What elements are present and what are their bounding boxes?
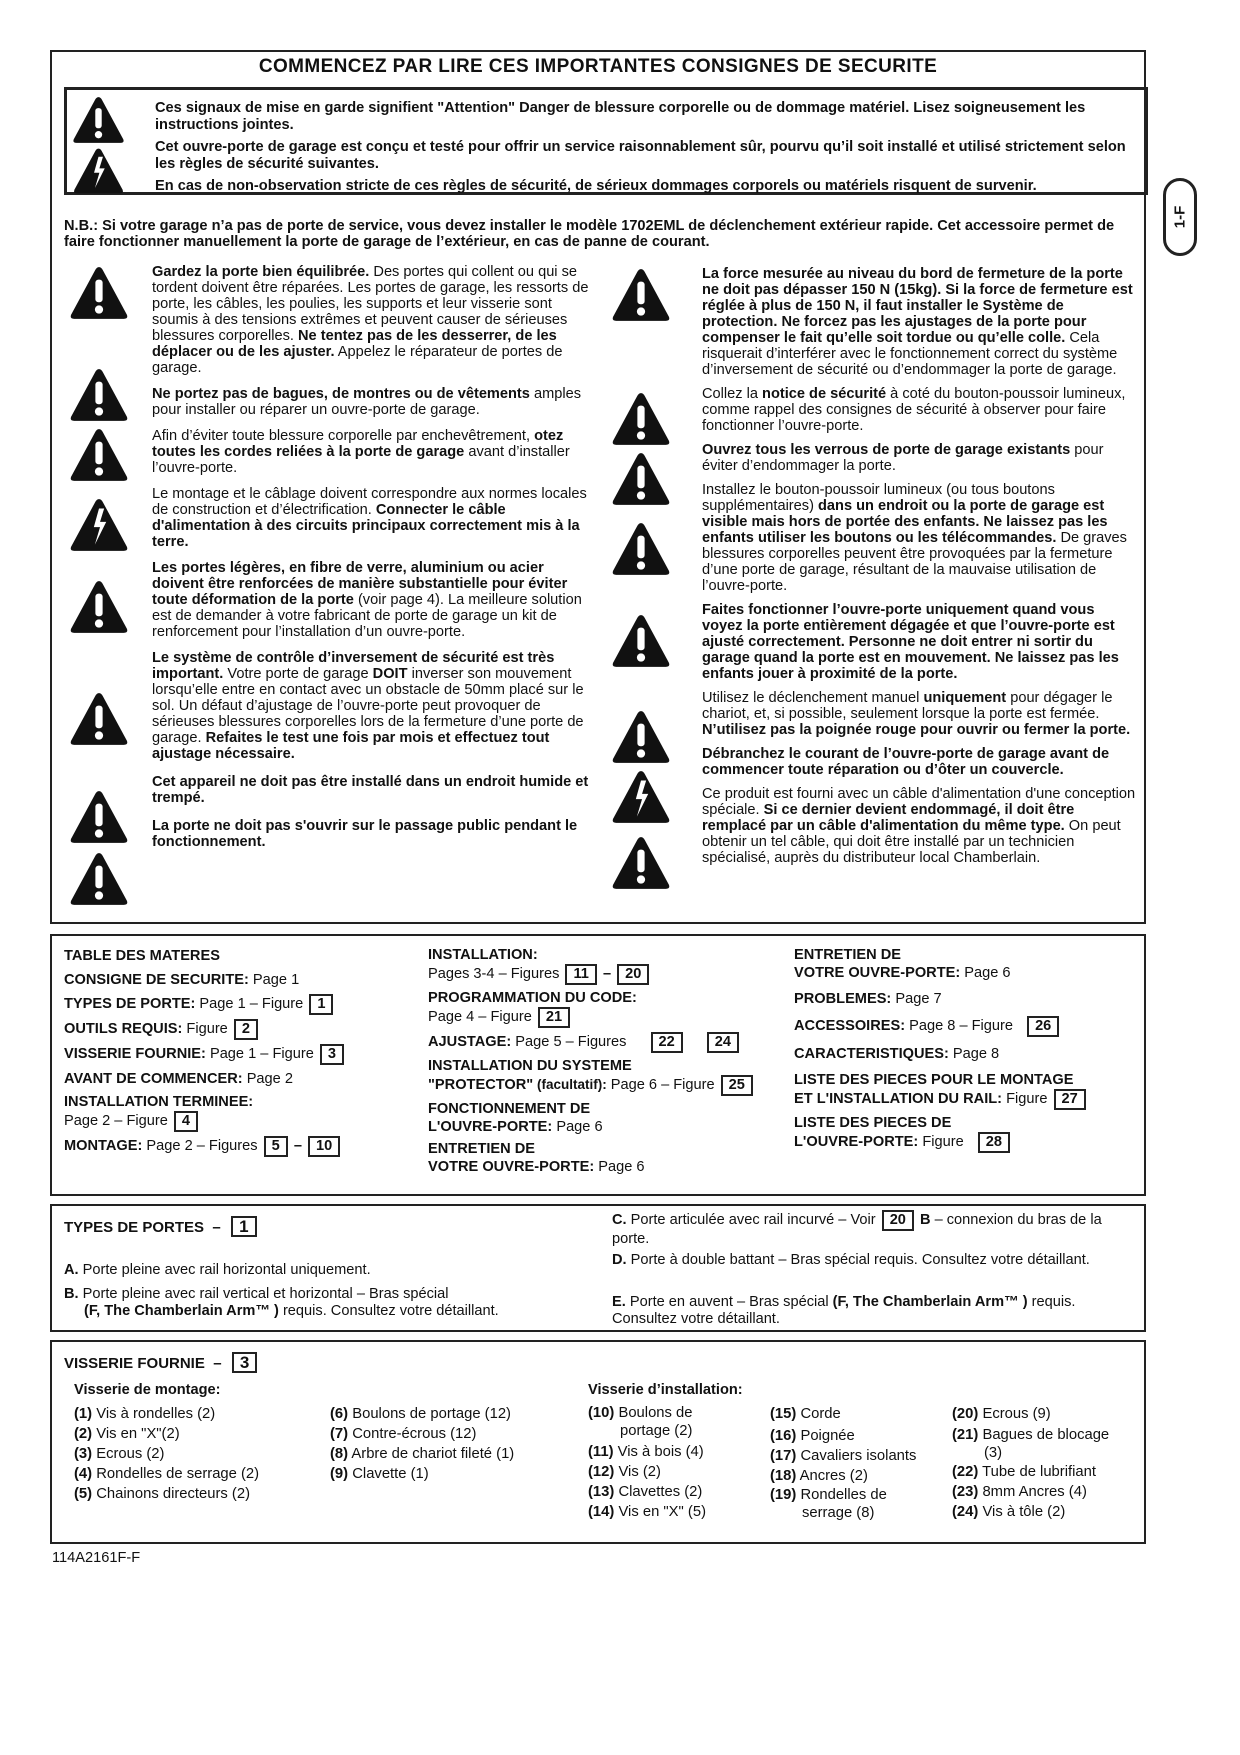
rule-text: La force mesurée au niveau du bord de fermeture de la porte ne doit pas dépasser 150 N (15kg). Si la force de fermeture est réglée à plus de 150 N, il faut installer le Système de protection. Ne forcez pas les ajustages de la porte pour compenser le fait qu’elle soit tordue ou qu’elle colle. Cela risquerait d’interférer avec le fonctionnement correct du système d’inversement de sécurité ou d’endommager la porte de garage.	[702, 266, 1133, 378]
mount-hardware-title: Visserie de montage:	[74, 1382, 221, 1398]
list-item: (16) Poignée	[770, 1428, 855, 1444]
safety-section	[50, 50, 1146, 924]
list-item: (12) Vis (2)	[588, 1464, 661, 1480]
figure-number: 28	[978, 1132, 1010, 1153]
figure-number: 22	[651, 1032, 683, 1053]
door-type-c: C. Porte articulée avec rail incurvé – Voir 20 B – connexion du bras de la porte.	[612, 1212, 1102, 1247]
list-item: (5) Chainons directeurs (2)	[74, 1486, 251, 1502]
list-item: (8) Arbre de chariot fileté (1)	[330, 1446, 515, 1462]
list-item: (13) Clavettes (2)	[588, 1484, 703, 1500]
toc-column-3	[794, 946, 1139, 1157]
warning-triangle-icon	[68, 426, 130, 484]
list-item: (7) Contre-écrous (12)	[330, 1426, 477, 1442]
rule-text: Ouvrez tous les verrous de porte de garage existants pour éviter d’endommager la porte.	[702, 442, 1104, 474]
toc-item[interactable]: CARACTERISTIQUES: Page 8	[794, 1046, 1000, 1062]
list-item: (17) Cavaliers isolants	[770, 1448, 917, 1464]
nb-note: N.B.: Si votre garage n’a pas de porte de service, vous devez installer le modèle 1702EML de déclenchement extérieur rapide. Cet accessoire permet de faire fonctionner manuellement la porte de garage de l’extérieur, en cas de panne de courant.	[64, 218, 1115, 250]
list-item: (2) Vis en "X"(2)	[74, 1426, 180, 1442]
figure-number: 5	[264, 1136, 288, 1157]
figure-number: 11	[565, 964, 596, 985]
figure-number: 26	[1027, 1016, 1059, 1037]
figure-number: 1	[231, 1216, 256, 1237]
list-item: (19) Rondelles de serrage (8)	[770, 1487, 887, 1521]
rule-text: Débranchez le courant de l’ouvre-porte de garage avant de commencer toute réparation ou d’ôter un couvercle.	[702, 746, 1110, 778]
hardware-section	[50, 1340, 1146, 1544]
rule-text: Utilisez le déclenchement manuel uniquement pour dégager le chariot, et, si possible, seulement lorsque la porte est fermée. N’utilisez pas la poignée rouge pour ouvrir ou fermer la porte.	[702, 690, 1131, 738]
toc-item[interactable]: OUTILS REQUIS: Figure 2	[64, 1019, 404, 1040]
list-item: (3) Ecrous (2)	[74, 1446, 165, 1462]
figure-number: 10	[308, 1136, 340, 1157]
list-item: (10) Boulons de portage (2)	[588, 1405, 693, 1439]
door-types-section	[50, 1204, 1146, 1332]
intro-line-3: En cas de non-observation stricte de ces règles de sécurité, de sérieux dommages corporels ou matériels risquent de survenir.	[155, 178, 1037, 194]
list-item: (24) Vis à tôle (2)	[952, 1504, 1066, 1520]
install-list-1	[588, 1404, 758, 1522]
toc-item[interactable]: MONTAGE: Page 2 – Figures 5 – 10	[64, 1136, 404, 1157]
warning-triangle-icon	[68, 850, 130, 908]
toc-item[interactable]: VISSERIE FOURNIE: Page 1 – Figure 3	[64, 1044, 404, 1065]
list-item: (4) Rondelles de serrage (2)	[74, 1466, 260, 1482]
toc-item[interactable]: ENTRETIEN DE VOTRE OUVRE-PORTE: Page 6	[794, 947, 1011, 981]
list-item: (11) Vis à bois (4)	[588, 1444, 704, 1460]
toc-column-2	[428, 946, 768, 1180]
rule-text: Afin d’éviter toute blessure corporelle par enchevêtrement, otez toutes les cordes reliées à la porte de garage avant d’installer l’ouvre-porte.	[152, 428, 570, 476]
toc-item[interactable]: FONCTIONNEMENT DE L'OUVRE-PORTE: Page 6	[428, 1101, 603, 1135]
door-type-a: A. Porte pleine avec rail horizontal uniquement.	[64, 1262, 371, 1278]
list-item: (23) 8mm Ancres (4)	[952, 1484, 1087, 1500]
install-list-3	[952, 1404, 1142, 1522]
intro-line-1: Ces signaux de mise en garde signifient "Attention" Danger de blessure corporelle ou de dommage matériel. Lisez soigneusement les instructions jointes.	[155, 100, 1086, 133]
toc-item[interactable]: PROBLEMES: Page 7	[794, 991, 942, 1007]
electric-shock-warning-icon	[68, 496, 130, 554]
warning-triangle-icon	[68, 788, 130, 846]
list-item: (22) Tube de lubrifiant	[952, 1464, 1096, 1480]
toc-item[interactable]: ENTRETIEN DE VOTRE OUVRE-PORTE: Page 6	[428, 1141, 645, 1175]
figure-number: 3	[320, 1044, 344, 1065]
toc-item[interactable]: INSTALLATION: Pages 3-4 – Figures 11 – 20	[428, 946, 768, 985]
figure-number: 20	[882, 1210, 914, 1231]
rule-text: La porte ne doit pas s'ouvrir sur le passage public pendant le fonctionnement.	[152, 818, 578, 850]
warning-triangle-icon	[610, 612, 672, 670]
mount-list-2	[330, 1404, 570, 1484]
right-rules-column	[702, 266, 1137, 874]
rule-text: Cet appareil ne doit pas être installé dans un endroit humide et trempé.	[152, 774, 589, 806]
toc-item[interactable]: AVANT DE COMMENCER: Page 2	[64, 1071, 293, 1087]
list-item: (18) Ancres (2)	[770, 1468, 868, 1484]
door-type-e: E. Porte en auvent – Bras spécial (F, The Chamberlain Arm™ ) requis. Consultez votre détaillant.	[612, 1294, 1076, 1327]
door-type-d: D. Porte à double battant – Bras spécial requis. Consultez votre détaillant.	[612, 1252, 1090, 1268]
install-list-2	[770, 1404, 940, 1522]
rule-text: Ne portez pas de bagues, de montres ou de vêtements amples pour installer ou réparer un ouvre-porte de garage.	[152, 386, 582, 418]
toc-item[interactable]: PROGRAMMATION DU CODE: Page 4 – Figure 21	[428, 989, 768, 1028]
toc-item[interactable]: CONSIGNE DE SECURITE: Page 1	[64, 972, 300, 988]
warning-triangle-icon	[610, 266, 672, 324]
hardware-heading: VISSERIE FOURNIE – 3	[64, 1352, 259, 1373]
rule-text: Ce produit est fourni avec un câble d'alimentation d'une conception spéciale. Si ce dernier devient endommagé, il doit être remplacé par un câble d'alimentation du même type. On peut obtenir un tel câble, qui doit être installé par un technicien spécialisé, auprès du distributeur local Chamberlain.	[702, 786, 1136, 866]
toc-item[interactable]: LISTE DES PIECES DE L'OUVRE-PORTE: Figure 28	[794, 1114, 1139, 1153]
warning-triangle-icon	[610, 708, 672, 766]
figure-number: 21	[538, 1007, 570, 1028]
rule-text: Installez le bouton-poussoir lumineux (ou tous boutons supplémentaires) dans un endroit ou la porte de garage est visible mais hors de portée des enfants. Ne laissez pas les enfants utiliser les boutons ou les télécommandes. De graves blessures corporelles peuvent être provoquées par la fermeture d’une porte de garage, résultant de la mauvaise utilisation de l’ouvre-porte.	[702, 482, 1127, 594]
list-item: (20) Ecrous (9)	[952, 1406, 1051, 1422]
rule-text: Le système de contrôle d’inversement de sécurité est très important. Votre porte de garage DOIT inverser son mouvement lorsqu’elle entre en contact avec un obstacle de 50mm placé sur le sol. Un défaut d’ajustage de l’ouvre-porte peut provoquer de sérieuses blessures corporelles lors de la fermeture d’une porte de garage. Refaites le test une fois par mois et effectuez tout ajustage nécessaire.	[152, 650, 584, 762]
list-item: (21) Bagues de blocage (3)	[952, 1427, 1110, 1461]
toc-item[interactable]: ACCESSOIRES: Page 8 – Figure 26	[794, 1016, 1139, 1037]
mount-list-1	[74, 1404, 314, 1504]
rule-text: Le montage et le câblage doivent correspondre aux normes locales de construction et d’électrification. Connecter le câble d'alimentation à des circuits principaux correctement mis à la terre.	[152, 486, 587, 550]
list-item: (6) Boulons de portage (12)	[330, 1406, 511, 1422]
list-item: (1) Vis à rondelles (2)	[74, 1406, 216, 1422]
list-item: (14) Vis en "X" (5)	[588, 1504, 706, 1520]
toc-item[interactable]: INSTALLATION DU SYSTEME "PROTECTOR" (facultatif): Page 6 – Figure 25	[428, 1057, 768, 1096]
warning-triangle-icon	[610, 450, 672, 508]
warning-triangle-icon	[68, 264, 130, 322]
figure-number: 2	[234, 1019, 258, 1040]
toc-heading: TABLE DES MATERES	[64, 948, 220, 964]
toc-item[interactable]: TYPES DE PORTE: Page 1 – Figure 1	[64, 994, 404, 1015]
warning-triangle-icon	[68, 366, 130, 424]
left-rules-column	[152, 264, 592, 858]
figure-number: 4	[174, 1111, 198, 1132]
rule-text: Gardez la porte bien équilibrée. Des portes qui collent ou qui se tordent doivent être réparées. Les portes de garage, les ressorts de porte, les câbles, les poulies, les supports et leur visserie sont soumis à des tensions extrêmes et peuvent causer de sérieuses blessures corporelles. Ne tentez pas de les desserrer, de les déplacer ou de les ajuster. Appelez le réparateur de portes de garage.	[152, 264, 589, 376]
page-tab: 1-F	[1163, 178, 1197, 256]
table-of-contents	[50, 934, 1146, 1196]
list-item: (15) Corde	[770, 1406, 841, 1422]
warning-triangle-icon	[610, 834, 672, 892]
rule-text: Faites fonctionner l’ouvre-porte uniquement quand vous voyez la porte entièrement dégagée et que l’ouvre-porte est ajusté correctement. Personne ne doit entrer ni sortir du garage quand la porte est en mouvement. Ne laissez pas les enfants jouer à proximité de la porte.	[702, 602, 1119, 682]
figure-number: 20	[617, 964, 649, 985]
warning-triangle-icon	[68, 578, 130, 636]
toc-column-1	[64, 946, 404, 1161]
document-code: 114A2161F-F	[52, 1550, 141, 1566]
electric-shock-warning-icon	[610, 768, 672, 826]
safety-title: COMMENCEZ PAR LIRE CES IMPORTANTES CONSIGNES DE SECURITE	[258, 56, 938, 77]
figure-number: 1	[309, 994, 333, 1015]
figure-number: 25	[721, 1075, 753, 1096]
electric-shock-warning-icon	[71, 146, 126, 196]
toc-item[interactable]: INSTALLATION TERMINEE: Page 2 – Figure 4	[64, 1093, 404, 1132]
warning-triangle-icon	[71, 94, 126, 146]
warning-triangle-icon	[610, 520, 672, 578]
warning-intro-box	[64, 87, 1148, 195]
rule-text: Collez la notice de sécurité à coté du bouton-poussoir lumineux, comme rappel des consignes de sécurité à observer pour faire fonctionner l’ouvre-porte.	[702, 386, 1126, 434]
warning-triangle-icon	[68, 690, 130, 748]
install-hardware-title: Visserie d’installation:	[588, 1382, 743, 1398]
rule-text: Les portes légères, en fibre de verre, aluminium ou acier doivent être renforcées de manière substantielle pour éviter toute déformation de la porte (voir page 4). La meilleure solution est de demander à votre fabricant de porte de garage un kit de renforcement pour l’installation d’un ouvre-porte.	[152, 560, 582, 640]
toc-item[interactable]: AJUSTAGE: Page 5 – Figures 22 24	[428, 1032, 768, 1053]
intro-line-2: Cet ouvre-porte de garage est conçu et testé pour offrir un service raisonnablement sûr, pourvu qu’il soit installé et utilisé strictement selon les règles de sécurité suivantes.	[155, 139, 1126, 172]
warning-triangle-icon	[610, 390, 672, 448]
door-type-b: B. Porte pleine avec rail vertical et horizontal – Bras spécial (F, The Chamberlain Arm™ ) requis. Consultez votre détaillant.	[64, 1286, 499, 1319]
toc-item[interactable]: LISTE DES PIECES POUR LE MONTAGE ET L'INSTALLATION DU RAIL: Figure 27	[794, 1071, 1139, 1110]
list-item: (9) Clavette (1)	[330, 1466, 429, 1482]
figure-number: 27	[1054, 1089, 1086, 1110]
door-types-heading: TYPES DE PORTES – 1	[64, 1216, 259, 1237]
figure-number: 24	[707, 1032, 739, 1053]
figure-number: 3	[232, 1352, 257, 1373]
